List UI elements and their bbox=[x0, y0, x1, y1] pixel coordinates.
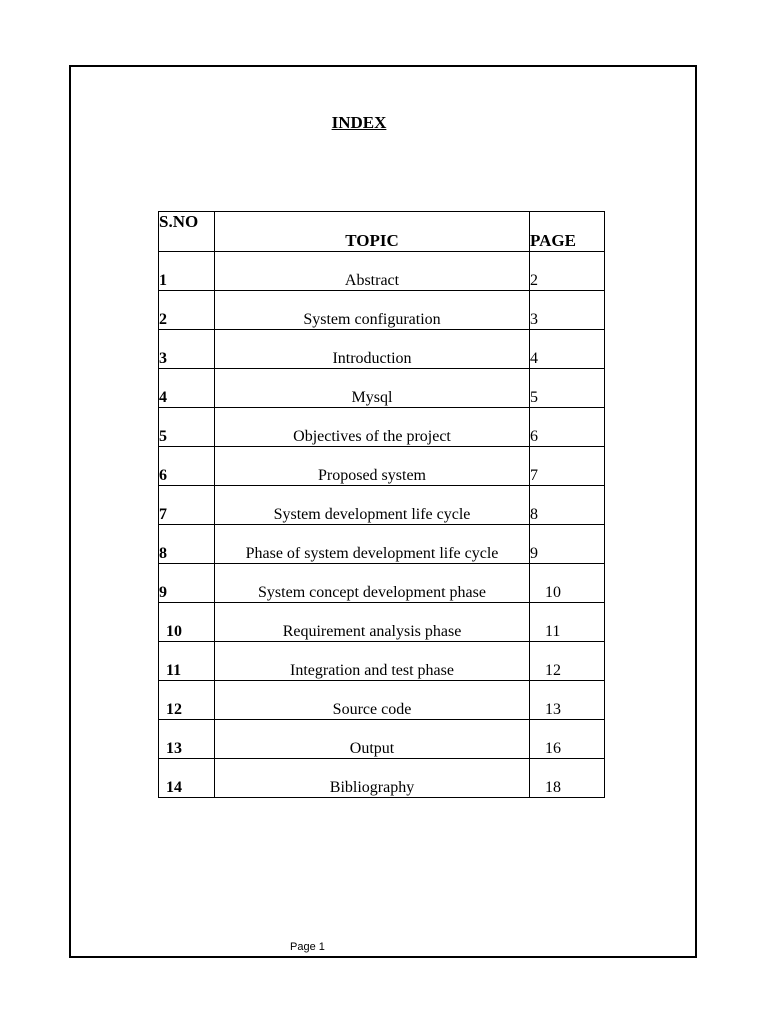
row-topic: Bibliography bbox=[215, 759, 530, 798]
row-sno: 10 bbox=[159, 603, 215, 642]
row-page: 13 bbox=[530, 681, 605, 720]
row-topic: Proposed system bbox=[215, 447, 530, 486]
row-topic: Requirement analysis phase bbox=[215, 603, 530, 642]
table-row bbox=[159, 681, 605, 720]
table-row bbox=[159, 447, 605, 486]
header-topic: TOPIC bbox=[215, 212, 530, 252]
row-sno: 2 bbox=[159, 291, 215, 330]
row-page: 3 bbox=[530, 291, 605, 330]
row-topic: Phase of system development life cycle bbox=[215, 525, 530, 564]
row-page: 6 bbox=[530, 408, 605, 447]
index-title: INDEX bbox=[331, 113, 387, 132]
page-number: Page 1 bbox=[290, 941, 325, 953]
table-body bbox=[159, 252, 605, 798]
table-row bbox=[159, 252, 605, 291]
row-page: 16 bbox=[530, 720, 605, 759]
row-topic: System configuration bbox=[215, 291, 530, 330]
index-table bbox=[158, 211, 605, 798]
header-sno: S.NO bbox=[159, 212, 215, 252]
row-page: 9 bbox=[530, 525, 605, 564]
table-row bbox=[159, 369, 605, 408]
table-row bbox=[159, 291, 605, 330]
row-page: 2 bbox=[530, 252, 605, 291]
row-page: 5 bbox=[530, 369, 605, 408]
table-row bbox=[159, 486, 605, 525]
table-row bbox=[159, 720, 605, 759]
row-sno: 7 bbox=[159, 486, 215, 525]
row-sno: 3 bbox=[159, 330, 215, 369]
row-topic: Output bbox=[215, 720, 530, 759]
table-row bbox=[159, 603, 605, 642]
row-page: 8 bbox=[530, 486, 605, 525]
row-topic: Objectives of the project bbox=[215, 408, 530, 447]
row-sno: 12 bbox=[159, 681, 215, 720]
row-topic: Source code bbox=[215, 681, 530, 720]
row-sno: 6 bbox=[159, 447, 215, 486]
row-sno: 4 bbox=[159, 369, 215, 408]
table-row bbox=[159, 564, 605, 603]
row-page: 4 bbox=[530, 330, 605, 369]
table-header-row bbox=[159, 212, 605, 252]
row-sno: 13 bbox=[159, 720, 215, 759]
row-sno: 9 bbox=[159, 564, 215, 603]
row-sno: 5 bbox=[159, 408, 215, 447]
row-topic: Integration and test phase bbox=[215, 642, 530, 681]
row-page: 10 bbox=[530, 564, 605, 603]
row-sno: 8 bbox=[159, 525, 215, 564]
header-page: PAGE bbox=[530, 212, 605, 252]
row-topic: System development life cycle bbox=[215, 486, 530, 525]
row-sno: 14 bbox=[159, 759, 215, 798]
row-topic: System concept development phase bbox=[215, 564, 530, 603]
row-page: 12 bbox=[530, 642, 605, 681]
row-sno: 11 bbox=[159, 642, 215, 681]
row-page: 18 bbox=[530, 759, 605, 798]
row-page: 7 bbox=[530, 447, 605, 486]
table-row bbox=[159, 330, 605, 369]
table-row bbox=[159, 642, 605, 681]
table-row bbox=[159, 759, 605, 798]
table-row bbox=[159, 408, 605, 447]
row-topic: Abstract bbox=[215, 252, 530, 291]
row-topic: Introduction bbox=[215, 330, 530, 369]
table-row bbox=[159, 525, 605, 564]
row-topic: Mysql bbox=[215, 369, 530, 408]
row-page: 11 bbox=[530, 603, 605, 642]
row-sno: 1 bbox=[159, 252, 215, 291]
